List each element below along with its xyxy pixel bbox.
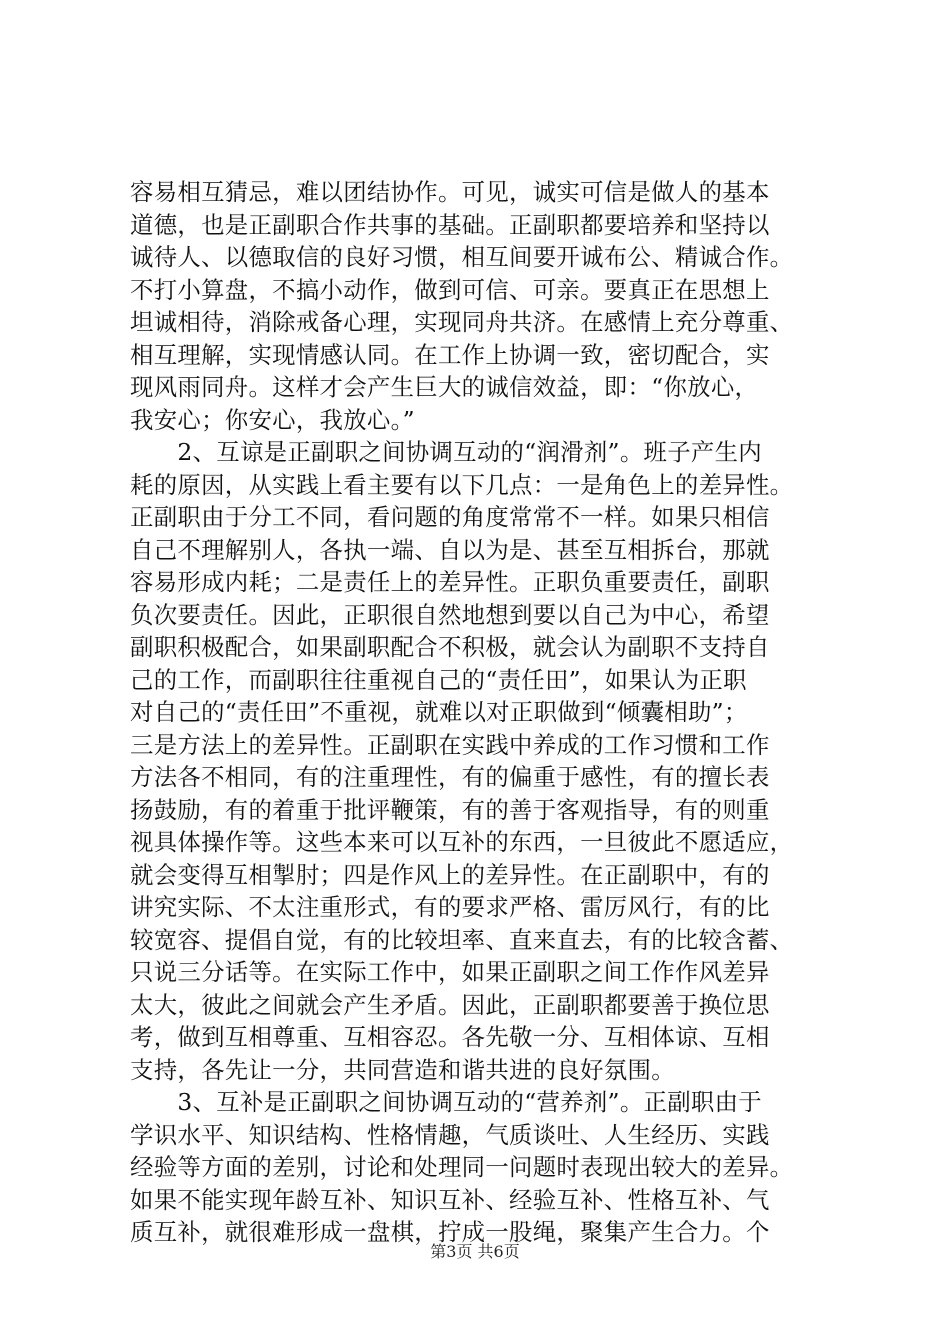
text-line: 自己不理解别人，各执一端、自以为是、甚至互相拆台，那就 <box>130 535 770 564</box>
text-line: 负次要责任。因此，正职很自然地想到要以自己为中心，希望 <box>130 600 770 629</box>
text-line: 己的工作，而副职往往重视自己的“责任田”，如果认为正职 <box>130 665 747 694</box>
text-line: 经验等方面的差别，讨论和处理同一问题时表现出较大的差异。 <box>130 1153 794 1181</box>
text-line: 如果不能实现年龄互补、知识互补、经验互补、性格互补、气 <box>130 1185 770 1214</box>
text-line: 对自己的“责任田”不重视，就难以对正职做到“倾囊相助”； <box>130 698 748 726</box>
text-line: 不打小算盘，不搞小动作，做到可信、可亲。要真正在思想上 <box>130 275 770 304</box>
text-line: 容易相互猜忌，难以团结协作。可见，诚实可信是做人的基本 <box>130 178 770 206</box>
text-line: 支持，各先让一分，共同营造和谐共进的良好氛围。 <box>130 1055 675 1084</box>
text-line: 副职积极配合，如果副职配合不积极，就会认为副职不支持自 <box>130 633 770 661</box>
text-line: 讲究实际、不太注重形式，有的要求严格、雷厉风行，有的比 <box>130 893 770 921</box>
text-line: 耗的原因，从实践上看主要有以下几点：一是角色上的差异性。 <box>130 470 794 499</box>
text-line: 考，做到互相尊重、互相容忍。各先敬一分、互相体谅、互相 <box>130 1023 770 1051</box>
text-line: 正副职由于分工不同，看问题的角度常常不一样。如果只相信 <box>130 503 770 531</box>
text-line: 诚待人、以德取信的良好习惯，相互间要开诚布公、精诚合作。 <box>130 243 794 271</box>
text-line: 相互理解，实现情感认同。在工作上协调一致，密切配合，实 <box>130 340 770 369</box>
text-line: 较宽容、提倡自觉，有的比较坦率、直来直去，有的比较含蓄、 <box>130 925 794 954</box>
text-line: 2、互谅是正副职之间协调互动的“润滑剂”。班子产生内 <box>130 438 762 466</box>
text-line: 三是方法上的差异性。正副职在实践中养成的工作习惯和工作 <box>130 730 770 759</box>
page-footer: 第3页 共6页 <box>430 1242 520 1261</box>
text-line: 方法各不相同，有的注重理性，有的偏重于感性，有的擅长表 <box>130 763 770 791</box>
text-line: 就会变得互相掣肘；四是作风上的差异性。在正副职中，有的 <box>130 860 770 889</box>
text-line: 扬鼓励，有的着重于批评鞭策，有的善于客观指导，有的则重 <box>130 795 770 824</box>
text-line: 坦诚相待，消除戒备心理，实现同舟共济。在感情上充分尊重、 <box>130 308 794 336</box>
text-line: 视具体操作等。这些本来可以互补的东西，一旦彼此不愿适应， <box>130 828 794 856</box>
text-line: 3、互补是正副职之间协调互动的“营养剂”。正副职由于 <box>130 1088 762 1116</box>
text-line: 现风雨同舟。这样才会产生巨大的诚信效益，即：“你放心， <box>130 373 759 401</box>
text-line: 我安心；你安心，我放心。” <box>130 405 415 434</box>
text-line: 只说三分话等。在实际工作中，如果正副职之间工作作风差异 <box>130 958 770 986</box>
text-line: 道德，也是正副职合作共事的基础。正副职都要培养和坚持以 <box>130 210 770 239</box>
text-line: 太大，彼此之间就会产生矛盾。因此，正副职都要善于换位思 <box>130 990 770 1019</box>
body-text <box>130 176 830 1249</box>
text-line: 质互补，就很难形成一盘棋，拧成一股绳，聚集产生合力。个 <box>130 1218 770 1246</box>
text-line: 学识水平、知识结构、性格情趣，气质谈吐、人生经历、实践 <box>130 1120 770 1149</box>
text-line: 容易形成内耗；二是责任上的差异性。正职负重要责任，副职 <box>130 568 770 596</box>
